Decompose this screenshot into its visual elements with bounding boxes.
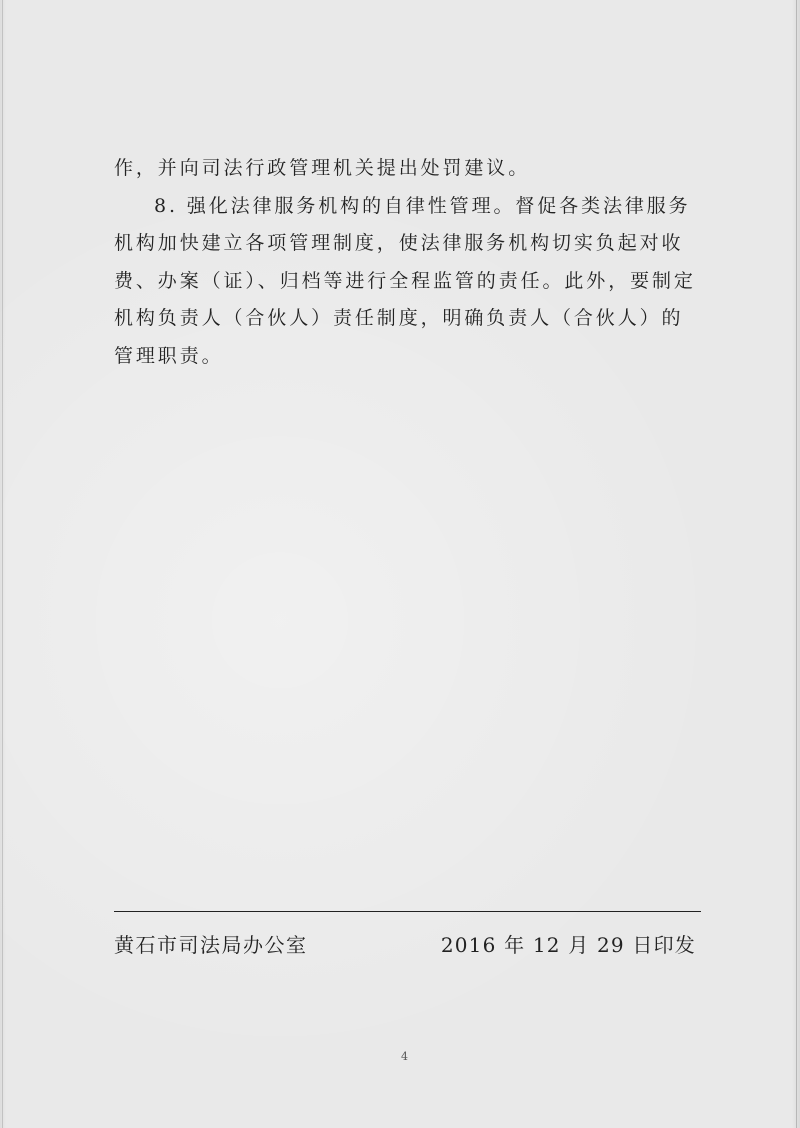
document-body <box>114 150 704 375</box>
page-number: 4 <box>401 1050 408 1063</box>
issuing-office: 黄石市司法局办公室 <box>114 933 308 957</box>
footer-divider <box>114 911 701 912</box>
scan-edge-left <box>2 0 3 1128</box>
paragraph-continuation: 作，并向司法行政管理机关提出处罚建议。 <box>114 157 531 179</box>
paragraph-8: 8. 强化法律服务机构的自律性管理。督促各类法律服务机构加快建立各项管理制度，使法律服务机构切实负起对收费、办案（证）、归档等进行全程监管的责任。此外，要制定机构负责人（合伙人）责任制度，明确负责人（合伙人）的管理职责。 <box>114 194 696 367</box>
print-date: 2016 年 12 月 29 日印发 <box>440 933 696 957</box>
scan-edge-right <box>796 0 797 1128</box>
